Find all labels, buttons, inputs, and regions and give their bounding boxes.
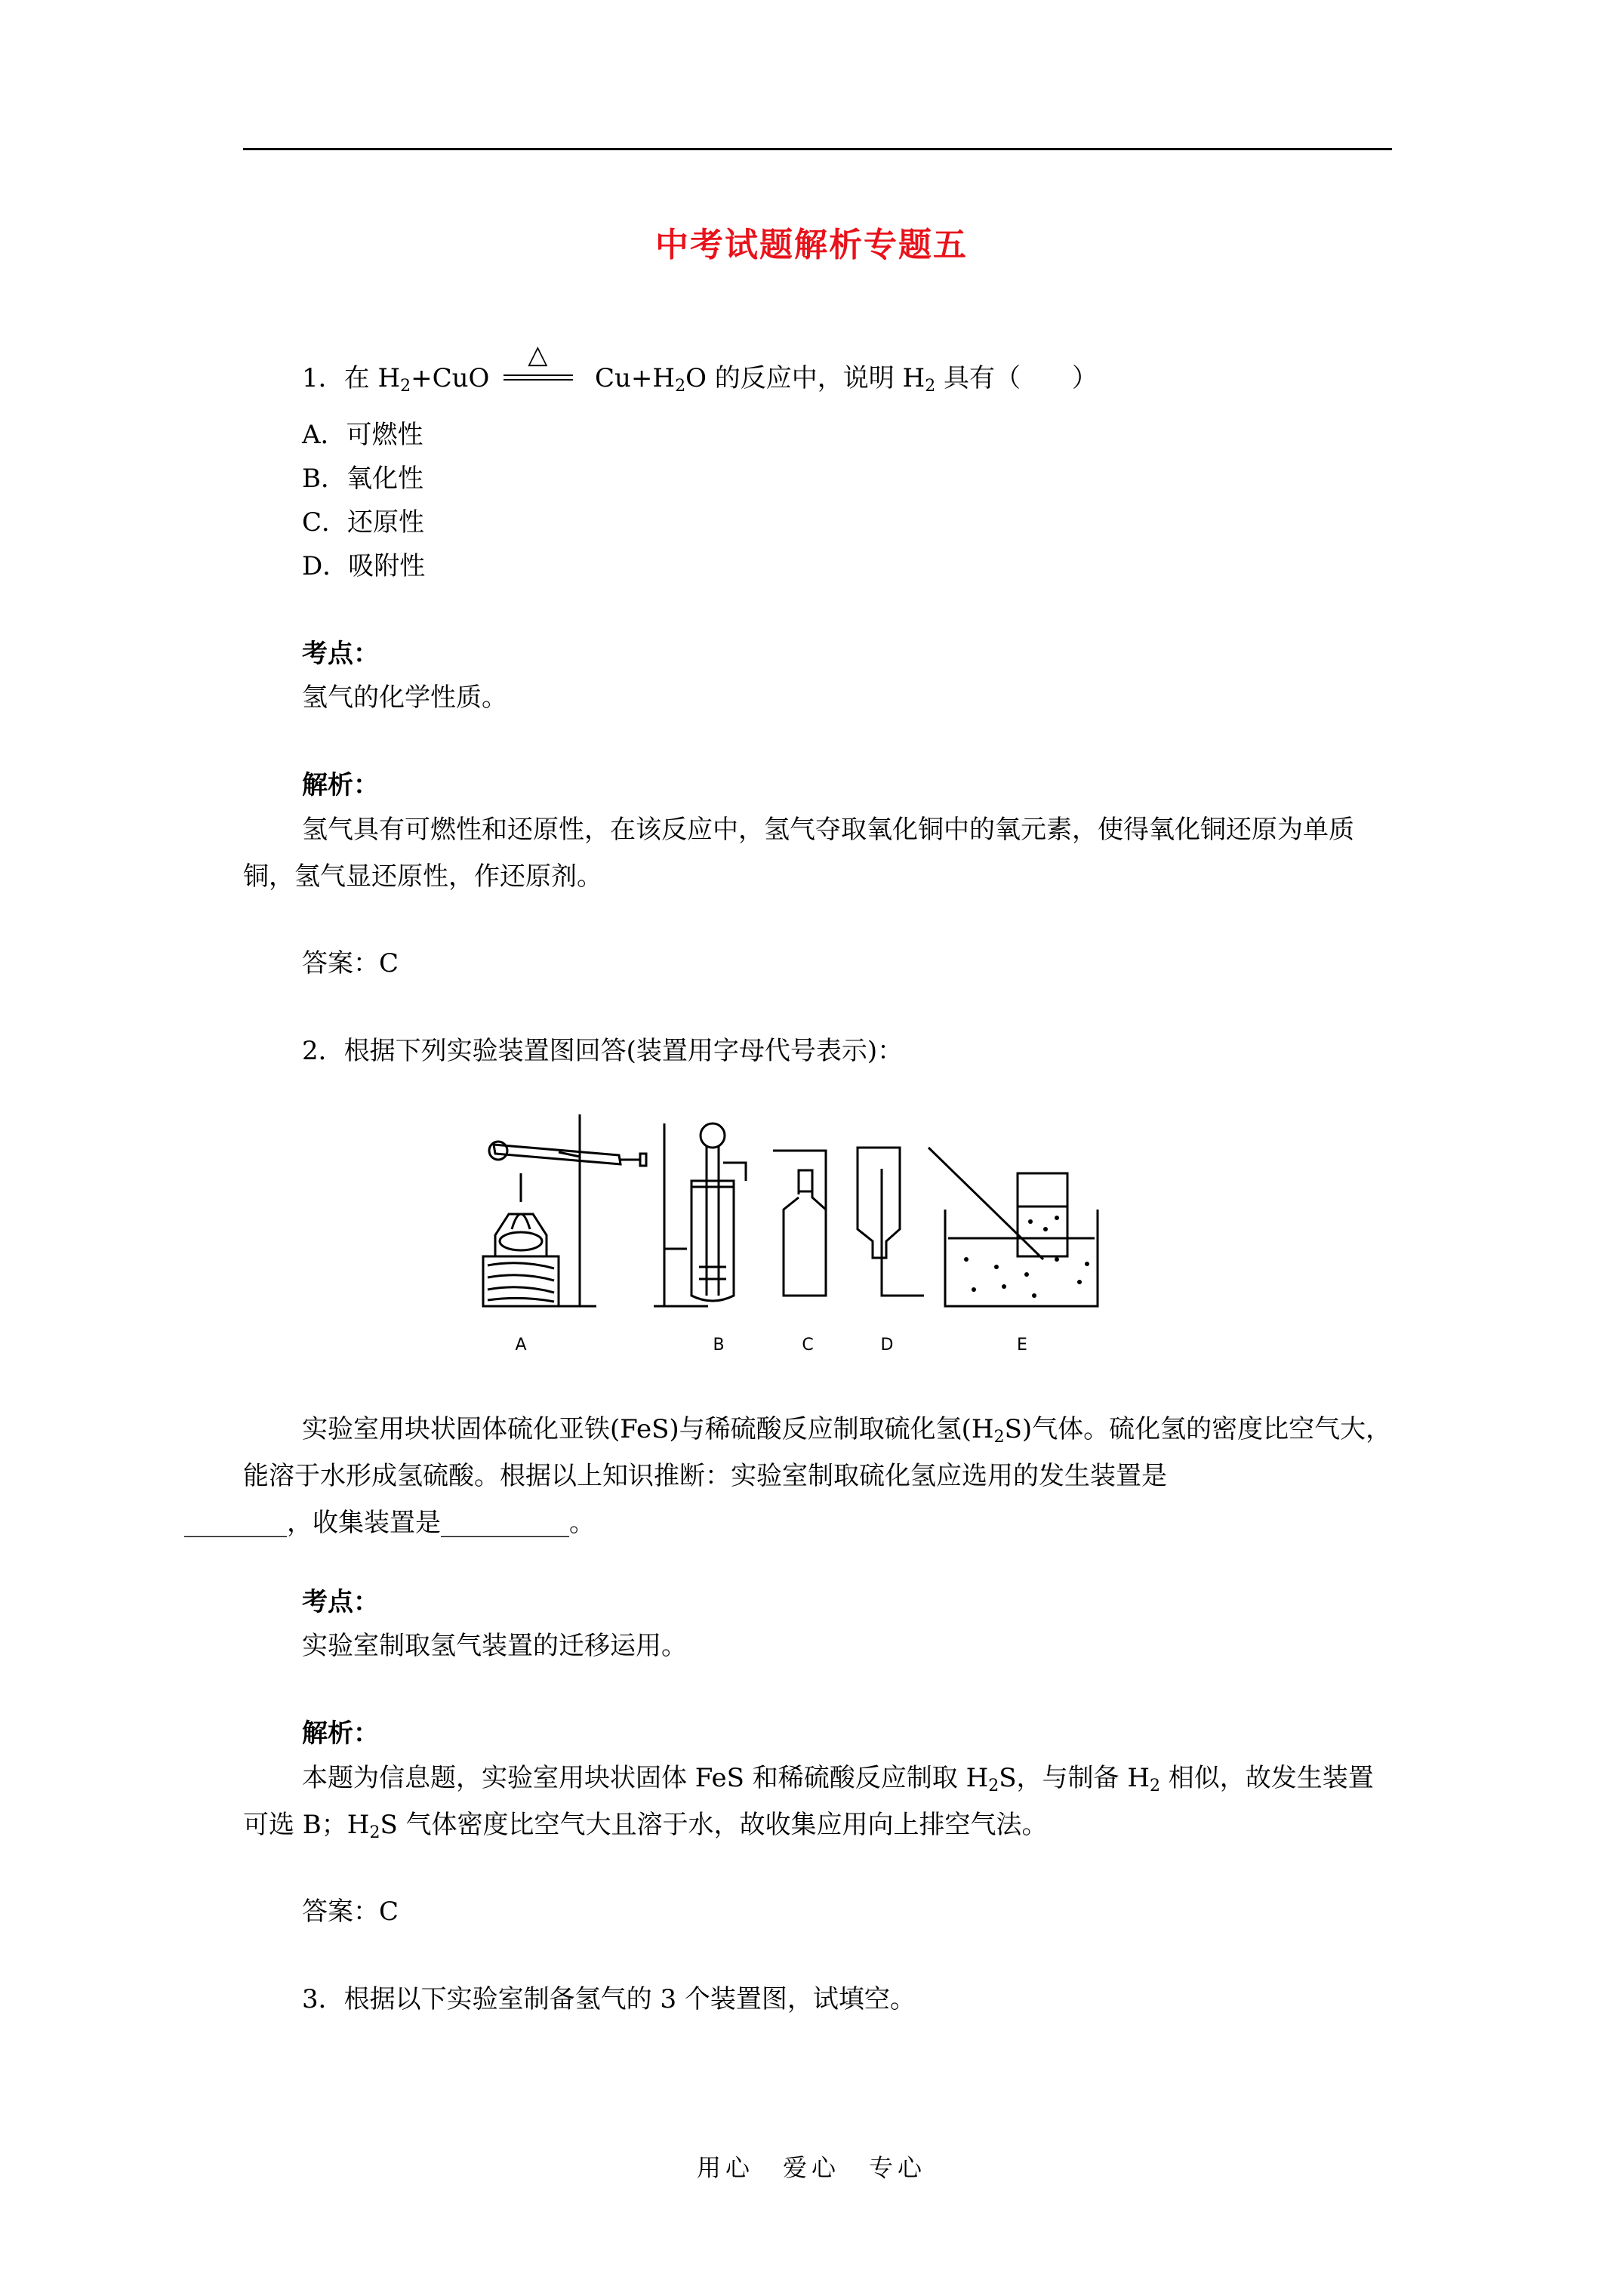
q2-kaodian-label: 考点： <box>302 1587 379 1617</box>
page-title: 中考试题解析专题五 <box>655 226 968 264</box>
apparatus-d-icon <box>858 1148 924 1296</box>
apparatus-b-icon <box>654 1123 746 1306</box>
q2-prompt: 2．根据下列实验装置图回答(装置用字母代号表示)： <box>302 1036 904 1066</box>
q2-answer: 答案：C <box>302 1897 399 1927</box>
q2-jiexi-label: 解析： <box>302 1718 379 1749</box>
apparatus-e-icon <box>929 1148 1098 1306</box>
apparatus-a-icon <box>483 1114 646 1306</box>
q1-option-c: C．还原性 <box>302 507 425 538</box>
q1-stem: 1．在 $H_2+CuO$ △ $Cu+H_2O$ 的反应中，说明 $H_2$ 具有（ ） <box>302 340 1098 396</box>
q1-answer: 答案：C <box>302 948 399 978</box>
figure-label-d: D <box>880 1336 894 1354</box>
figure-label-e: E <box>1017 1336 1027 1354</box>
header-rule <box>243 148 1392 150</box>
q1-jiexi-label: 解析： <box>302 770 379 800</box>
page-footer: 用心 爱心 专心 <box>696 2153 926 2182</box>
q2-jiexi: 本题为信息题，实验室用块状固体 FeS 和稀硫酸反应制取 $H_2S$，与制备 $H_2$ 相似，故发生装置可选 B；$H_2S$ 气体密度比空气大且溶于水，故收集应用向上排空气法。 <box>243 1763 1374 1842</box>
q1-option-b: B．氧化性 <box>302 464 423 494</box>
lab-apparatus-figure <box>476 1108 1155 1359</box>
q2-kaodian: 实验室制取氢气装置的迁移运用。 <box>302 1631 687 1661</box>
apparatus-c-icon <box>773 1151 826 1296</box>
q3-prompt: 3．根据以下实验室制备氢气的 3 个装置图，试填空。 <box>302 1984 916 2014</box>
figure-label-a: A <box>515 1336 527 1354</box>
q1-kaodian-label: 考点： <box>302 639 379 669</box>
q1-kaodian: 氢气的化学性质。 <box>302 683 507 713</box>
q1-option-a: A．可燃性 <box>302 420 423 450</box>
figure-label-c: C <box>802 1336 814 1354</box>
q1-jiexi: 氢气具有可燃性和还原性，在该反应中，氢气夺取氧化铜中的氧元素，使得氧化铜还原为单质铜，氢气显还原性，作还原剂。 <box>243 815 1354 892</box>
figure-label-b: B <box>713 1336 725 1354</box>
reaction-condition-heat: △ <box>497 359 587 390</box>
q1-option-d: D．吸附性 <box>302 551 426 581</box>
q2-text: 实验室用块状固体硫化亚铁(FeS)与稀硫酸反应制取硫化氢$(H_2S)$气体。硫化氢的密度比空气大，能溶于水形成氢硫酸。根据以上知识推断：实验室制取硫化氢应选用的发生装置是 ________，收集装置是__________。 <box>184 1414 1392 1538</box>
